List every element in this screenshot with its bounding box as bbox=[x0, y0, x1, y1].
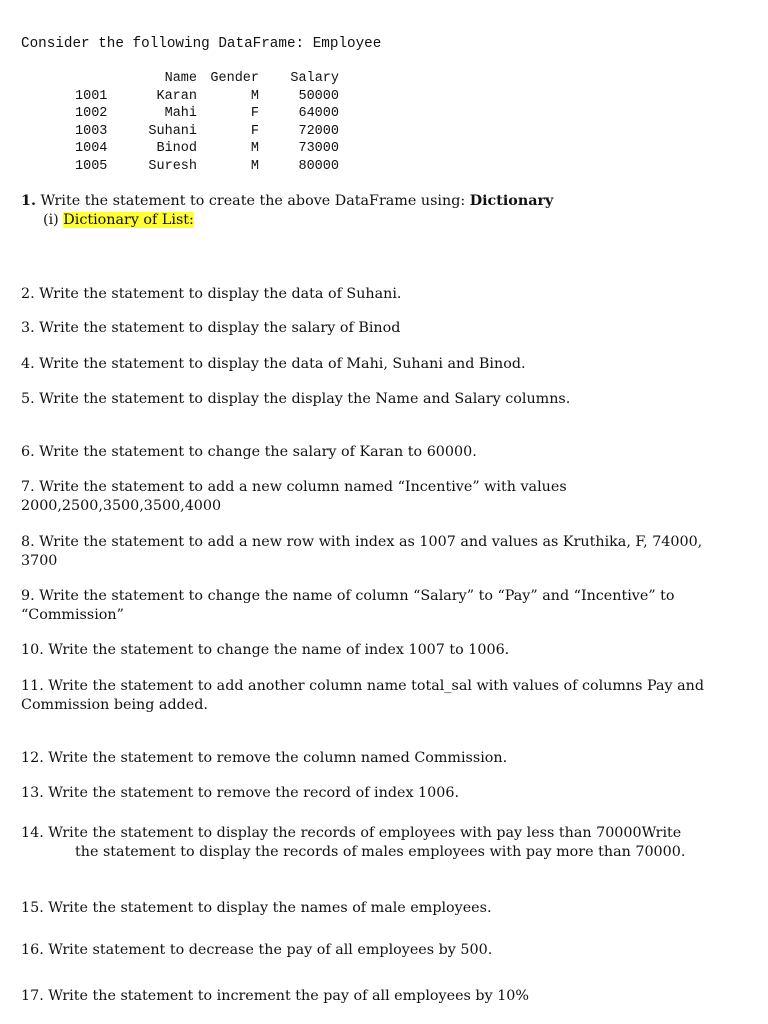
row-index: 1002 bbox=[75, 106, 108, 121]
index-header bbox=[63, 70, 137, 88]
question-1-text: Write the statement to create the above DataFrame using: bbox=[40, 193, 466, 209]
question-9: 9. Write the statement to change the name of column “Salary” to “Pay” and “Incentive” to “Commission” bbox=[21, 588, 675, 623]
question-7: 7. Write the statement to add a new column named “Incentive” with values 2000,2500,3500,3500,4000 bbox=[21, 479, 567, 514]
question-14: 14. Write the statement to display the records of employees with pay less than 70000Write bbox=[21, 825, 682, 841]
column-header-salary: Salary bbox=[290, 71, 339, 86]
table-row bbox=[63, 158, 339, 176]
question-1-sub-highlight: Dictionary of List: bbox=[63, 212, 194, 228]
table-row bbox=[63, 105, 339, 123]
question-1-sub-label: (i) bbox=[43, 212, 59, 228]
table-row bbox=[63, 88, 339, 106]
cell-salary: 80000 bbox=[298, 158, 339, 174]
dataframe-header-row bbox=[63, 70, 339, 88]
employee-dataframe bbox=[63, 70, 339, 175]
question-1-sub bbox=[43, 211, 194, 230]
question-4: 4. Write the statement to display the data of Mahi, Suhani and Binod. bbox=[21, 356, 526, 372]
row-index: 1003 bbox=[75, 123, 108, 139]
cell-name: Mahi bbox=[164, 106, 197, 121]
question-10: 10. Write the statement to change the name of index 1007 to 1006. bbox=[21, 642, 510, 658]
question-1-number: 1. bbox=[21, 193, 36, 209]
cell-salary: 73000 bbox=[298, 141, 339, 156]
question-17: 17. Write the statement to increment the pay of all employees by 10% bbox=[21, 988, 529, 1004]
cell-gender: M bbox=[250, 158, 259, 174]
question-13: 13. Write the statement to remove the record of index 1006. bbox=[21, 785, 459, 801]
question-15: 15. Write the statement to display the names of male employees. bbox=[21, 900, 492, 916]
column-header-gender: Gender bbox=[210, 71, 259, 86]
cell-name: Karan bbox=[156, 88, 197, 104]
cell-gender: F bbox=[250, 106, 259, 121]
table-row bbox=[63, 123, 339, 141]
question-12: 12. Write the statement to remove the column named Commission. bbox=[21, 750, 508, 766]
question-14-continued: the statement to display the records of males employees with pay more than 70000. bbox=[75, 844, 686, 860]
row-index: 1001 bbox=[75, 88, 108, 104]
question-2: 2. Write the statement to display the data of Suhani. bbox=[21, 286, 402, 302]
cell-name: Binod bbox=[156, 141, 197, 156]
cell-name: Suresh bbox=[148, 158, 197, 174]
cell-gender: M bbox=[250, 88, 259, 104]
cell-salary: 72000 bbox=[298, 123, 339, 139]
intro-line: Consider the following DataFrame: Employee bbox=[21, 36, 382, 52]
cell-salary: 64000 bbox=[298, 106, 339, 121]
question-8: 8. Write the statement to add a new row with index as 1007 and values as Kruthika, F, 74000, 3700 bbox=[21, 534, 703, 569]
question-1-keyword: Dictionary bbox=[469, 193, 554, 209]
table-row bbox=[63, 140, 339, 158]
question-3: 3. Write the statement to display the salary of Binod bbox=[21, 320, 401, 336]
cell-gender: M bbox=[250, 141, 259, 156]
question-5: 5. Write the statement to display the display the Name and Salary columns. bbox=[21, 391, 571, 407]
cell-name: Suhani bbox=[148, 123, 197, 139]
row-index: 1004 bbox=[75, 141, 108, 156]
cell-gender: F bbox=[250, 123, 259, 139]
row-index: 1005 bbox=[75, 158, 108, 174]
question-11: 11. Write the statement to add another column name total_sal with values of columns Pay and Commission being added. bbox=[21, 678, 705, 713]
question-6: 6. Write the statement to change the salary of Karan to 60000. bbox=[21, 444, 477, 460]
question-16: 16. Write statement to decrease the pay of all employees by 500. bbox=[21, 942, 493, 958]
column-header-name: Name bbox=[164, 71, 197, 86]
question-1 bbox=[21, 192, 553, 211]
cell-salary: 50000 bbox=[298, 88, 339, 104]
